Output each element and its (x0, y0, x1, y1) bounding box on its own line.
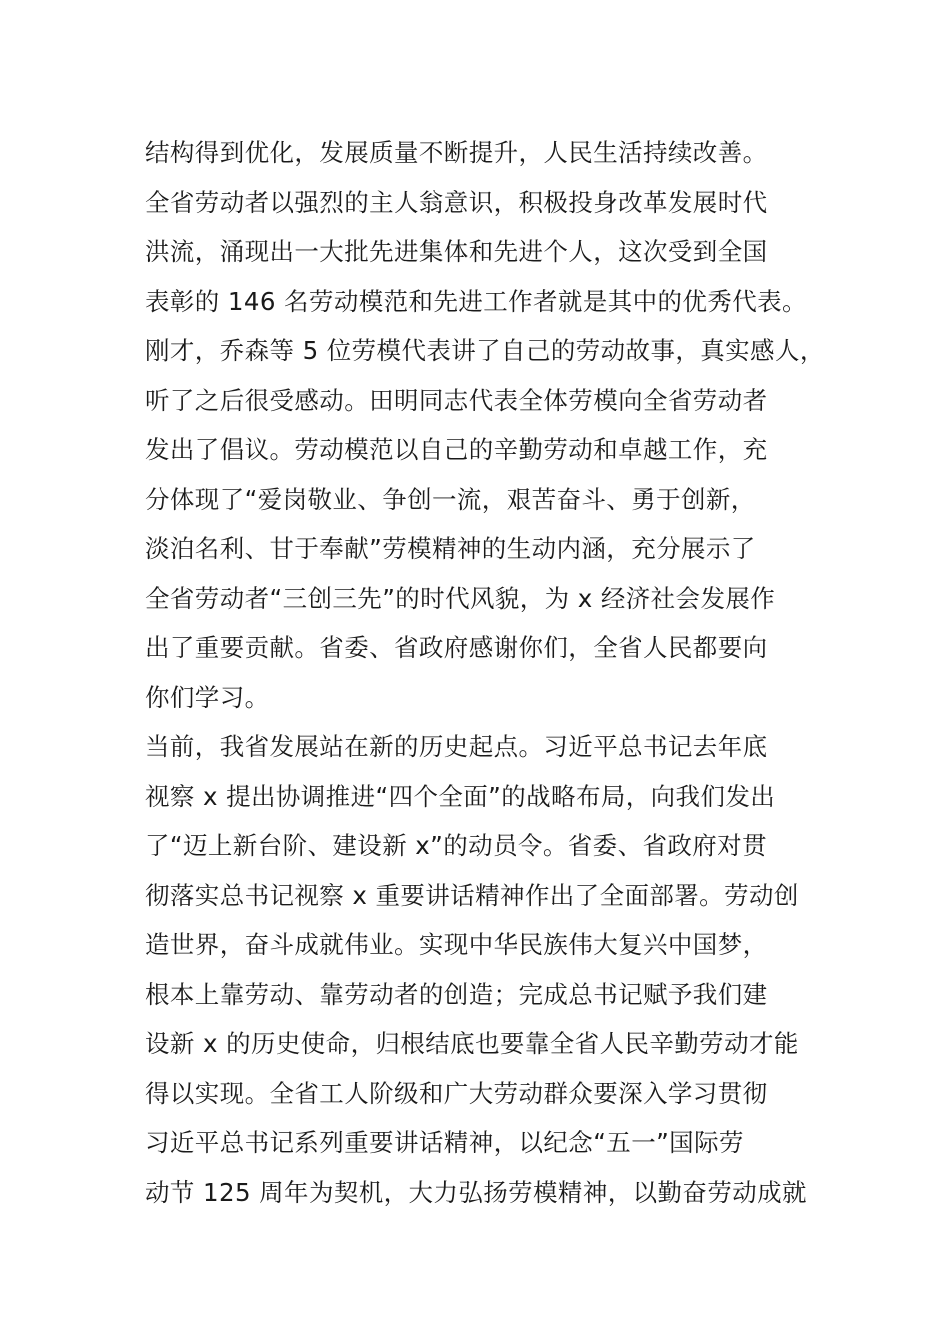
text-line: 发出了倡议。劳动模范以自己的辛勤劳动和卓越工作，充 (145, 435, 768, 464)
text-line: 造世界，奋斗成就伟业。实现中华民族伟大复兴中国梦， (145, 930, 768, 959)
text-line: 得以实现。全省工人阶级和广大劳动群众要深入学习贯彻 (145, 1078, 768, 1108)
text-line: 结构得到优化，发展质量不断提升，人民生活持续改善。 (145, 138, 768, 167)
text-line: 听了之后很受感动。田明同志代表全体劳模向全省劳动者 (145, 385, 768, 415)
text-line: 习近平总书记系列重要讲话精神，以纪念“五一”国际劳 (145, 1128, 744, 1157)
text-line: 全省劳动者“三创三先”的时代风貌，为 x 经济社会发展作 (145, 583, 776, 613)
text-line: 根本上靠劳动、靠劳动者的创造；完成总书记赋予我们建 (145, 979, 768, 1009)
text-line: 当前，我省发展站在新的历史起点。习近平总书记去年底 (145, 732, 768, 761)
text-line: 彻落实总书记视察 x 重要讲话精神作出了全面部署。劳动创 (145, 880, 799, 910)
text-line: 分体现了“爱岗敬业、争创一流，艰苦奋斗、勇于创新， (145, 484, 756, 514)
text-line: 视察 x 提出协调推进“四个全面”的战略布局，向我们发出 (145, 781, 776, 811)
text-line: 淡泊名利、甘于奉献”劳模精神的生动内涵，充分展示了 (145, 534, 756, 563)
text-line: 了“迈上新台阶、建设新 x”的动员令。省委、省政府对贯 (145, 831, 767, 860)
body-text (145, 128, 825, 1217)
text-line: 表彰的 146 名劳动模范和先进工作者就是其中的优秀代表。 (145, 286, 807, 316)
text-line: 设新 x 的历史使命，归根结底也要靠全省人民辛勤劳动才能 (145, 1029, 799, 1058)
text-line: 你们学习。 (145, 682, 270, 712)
text-line: 全省劳动者以强烈的主人翁意识，积极投身改革发展时代 (145, 187, 768, 217)
text-line: 动节 125 周年为契机，大力弘扬劳模精神，以勤奋劳动成就 (145, 1177, 807, 1207)
text-line: 出了重要贡献。省委、省政府感谢你们，全省人民都要向 (145, 633, 768, 662)
text-line: 洪流，涌现出一大批先进集体和先进个人，这次受到全国 (145, 237, 768, 266)
text-line: 刚才，乔森等 5 位劳模代表讲了自己的劳动故事，真实感人， (145, 336, 825, 365)
